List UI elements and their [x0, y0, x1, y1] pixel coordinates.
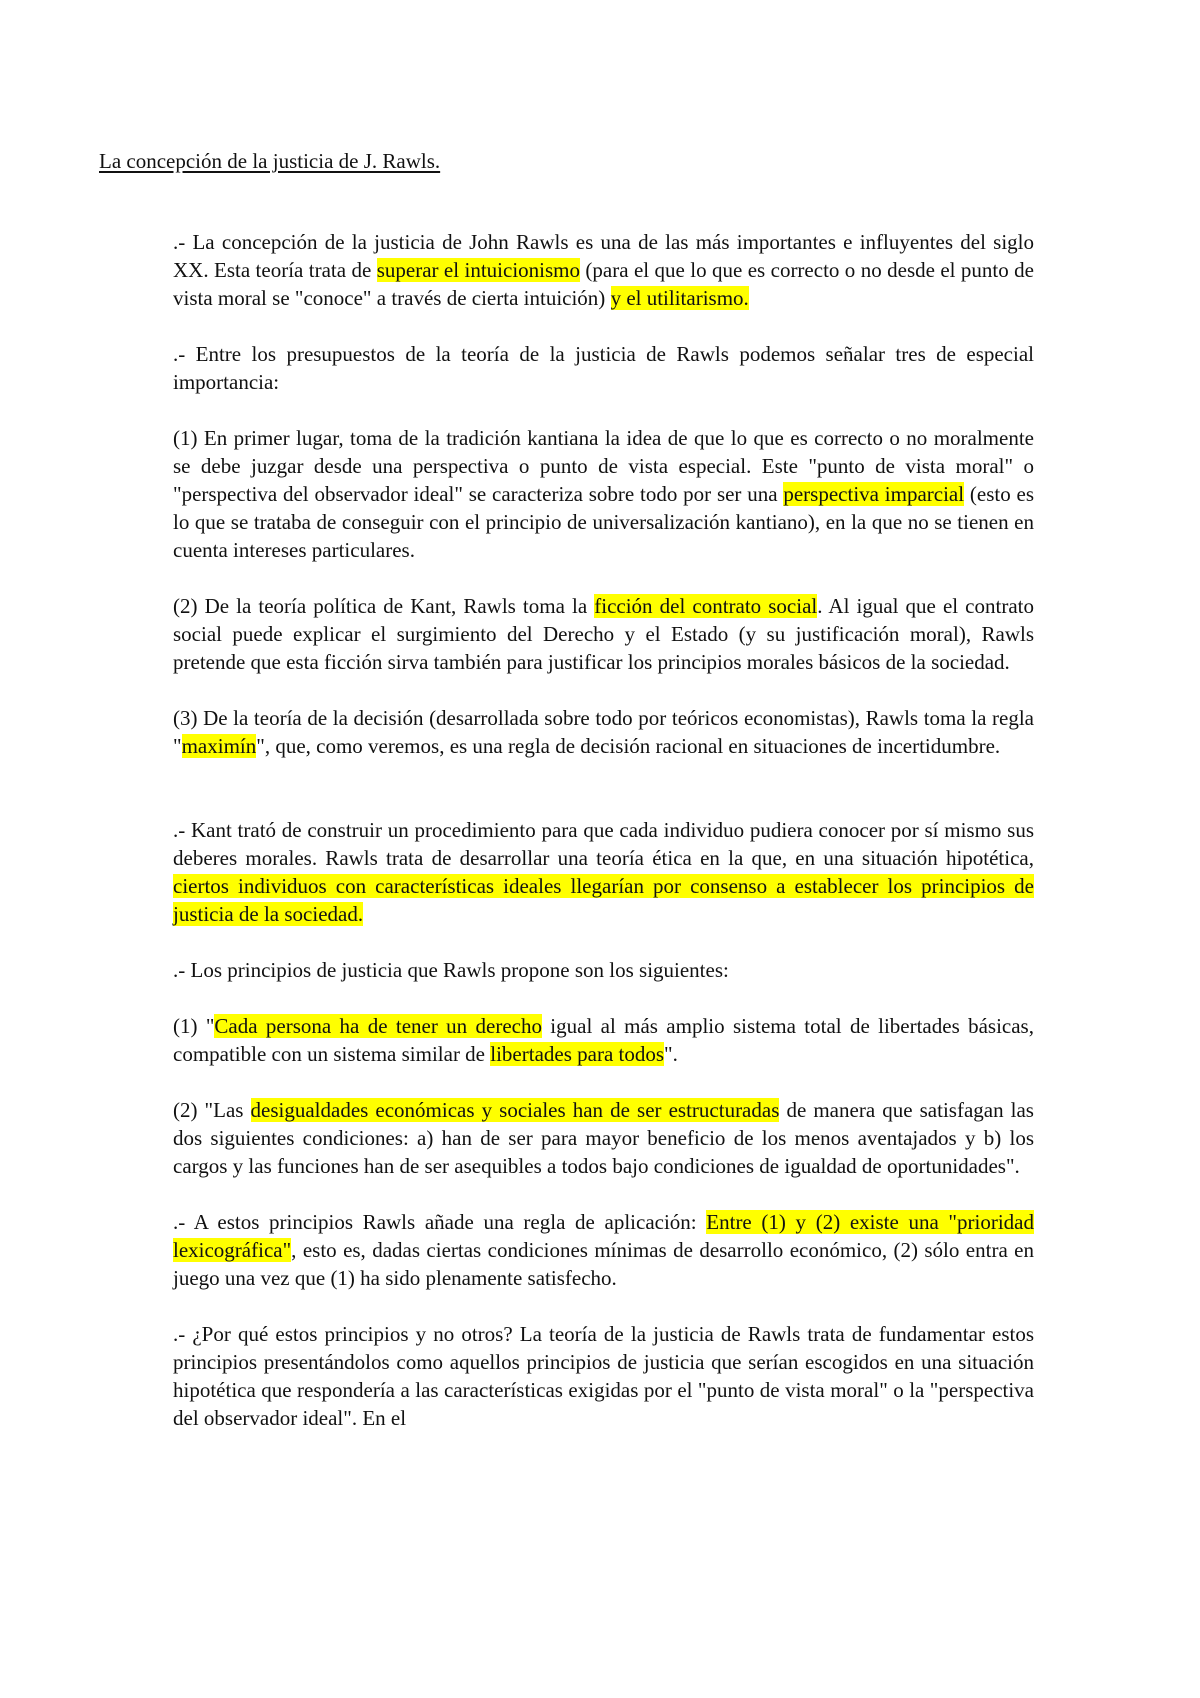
text-run: de manera que satisfagan las dos siguientes condiciones: a) han de ser para mayor beneficio de los menos aventajados y b) los cargos y las funciones han de ser asequibles a todos bajo condiciones de igualdad de oportunidades". [173, 1098, 1034, 1178]
highlighted-text: ficción del contrato social [594, 594, 818, 618]
highlighted-text: ciertos individuos con características ideales llegarían por consenso a establecer los principios de justicia de la sociedad. [173, 874, 1034, 926]
highlighted-text: desigualdades económicas y sociales han de ser estructuradas [250, 1098, 780, 1122]
text-run: .- La concepción de la justicia de John Rawls es una de las más importantes e influyentes del siglo XX. Esta teoría trata de [173, 230, 1034, 282]
paragraph-regla-aplicacion [173, 1208, 1034, 1292]
text-run: . Al igual que el contrato social puede explicar el surgimiento del Derecho y el Estado (y su justificación moral), Rawls pretende que esta ficción sirva también para justificar los principios morales básicos de la sociedad. [173, 594, 1034, 674]
paragraph-presupuestos [173, 340, 1034, 396]
text-run: .- Entre los presupuestos de la teoría de la justicia de Rawls podemos señalar tres de especial importancia: [173, 342, 1034, 394]
paragraph-principio-2 [173, 1096, 1034, 1180]
paragraph-principios-intro [173, 956, 1034, 984]
highlighted-text: maximín [181, 734, 257, 758]
highlighted-text: perspectiva imparcial [783, 482, 965, 506]
document-body [173, 228, 1034, 1460]
text-run: (2) De la teoría política de Kant, Rawls toma la [173, 594, 595, 618]
text-run: .- Los principios de justicia que Rawls propone son los siguientes: [173, 958, 729, 982]
paragraph-kant [173, 816, 1034, 928]
text-run: (2) "Las [173, 1098, 251, 1122]
text-run: .- ¿Por qué estos principios y no otros? La teoría de la justicia de Rawls trata de fundamentar estos principios presentándolos como aquellos principios de justicia que serían escogidos en una situación hipotética que respondería a las características exigidas por el "punto de vista moral" o la "perspectiva del observador ideal". En el [173, 1322, 1034, 1430]
highlighted-text: Cada persona ha de tener un derecho [214, 1014, 542, 1038]
text-run: (esto es lo que se trataba de conseguir con el principio de universalización kantiano), en la que no se tienen en cuenta intereses particulares. [173, 482, 1034, 562]
highlighted-text: Entre (1) y (2) existe una "prioridad lexicográfica" [173, 1210, 1034, 1262]
paragraph-presupuesto-3 [173, 704, 1034, 760]
highlighted-text: libertades para todos [490, 1042, 665, 1066]
text-run: (1) En primer lugar, toma de la tradición kantiana la idea de que lo que es correcto o no moralmente se debe juzgar desde una perspectiva o punto de vista especial. Este "punto de vista moral" o "perspectiva del observador ideal" se caracteriza sobre todo por ser una [173, 426, 1034, 506]
text-run: ". [664, 1042, 678, 1066]
text-run: , esto es, dadas ciertas condiciones mínimas de desarrollo económico, (2) sólo entra en juego una vez que (1) ha sido plenamente satisfecho. [173, 1238, 1034, 1290]
paragraph-por-que [173, 1320, 1034, 1432]
paragraph-intro [173, 228, 1034, 312]
highlighted-text: superar el intuicionismo [376, 258, 580, 282]
text-run: ", que, como veremos, es una regla de decisión racional en situaciones de incertidumbre. [256, 734, 1001, 758]
paragraph-principio-1 [173, 1012, 1034, 1068]
document-title: La concepción de la justicia de J. Rawls. [99, 149, 441, 173]
text-run: (para el que lo que es correcto o no desde el punto de vista moral se "conoce" a través de cierta intuición) [173, 258, 1034, 310]
text-run: igual al más amplio sistema total de libertades básicas, compatible con un sistema similar de [173, 1014, 1034, 1066]
highlighted-text: y el utilitarismo. [610, 286, 749, 310]
text-run: .- Kant trató de construir un procedimiento para que cada individuo pudiera conocer por sí mismo sus deberes morales. Rawls trata de desarrollar una teoría ética en la que, en una situación hipotética, [173, 818, 1034, 870]
paragraph-presupuesto-1 [173, 424, 1034, 564]
paragraph-presupuesto-2 [173, 592, 1034, 676]
text-run: .- A estos principios Rawls añade una regla de aplicación: [173, 1210, 707, 1234]
text-run: (3) De la teoría de la decisión (desarrollada sobre todo por teóricos economistas), Rawls toma la regla " [173, 706, 1034, 758]
text-run: (1) " [173, 1014, 215, 1038]
